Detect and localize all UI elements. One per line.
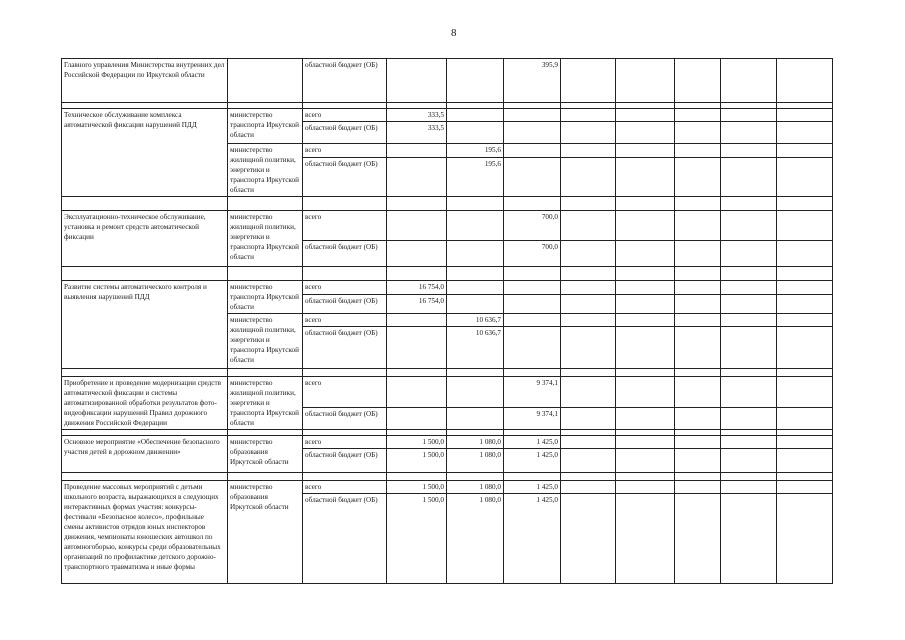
executor-cell: министерство жилищной политики, энергетики и транспорта Иркутской области [228,314,303,369]
empty-cell [561,109,616,122]
empty-cell [675,449,721,473]
empty-cell [303,369,387,377]
executor-cell: министерство жилищной политики, энергетики и транспорта Иркутской области [228,211,303,267]
empty-cell [777,109,833,122]
value-cell [387,158,447,197]
activity-name: Главного управления Министерства внутренних дел Российской Федерации по Иркутской области [62,59,228,103]
table-row [62,109,833,122]
empty-cell [561,144,616,158]
empty-cell [561,377,616,408]
value-cell: 333,5 [387,109,447,122]
executor-cell [228,59,303,103]
value-cell [504,281,561,295]
empty-cell [561,327,616,369]
value-cell: 9 374,1 [504,377,561,408]
table-row [62,377,833,408]
empty-cell [616,449,675,473]
activity-name: Приобретение и проведение модернизации средств автоматической фиксации и системы автоматизированной обработки результатов фото-видеофиксации нарушений Правил дорожного движения Российской Федерации [62,377,228,430]
empty-cell [616,473,675,481]
value-cell [447,241,504,267]
empty-cell [675,473,721,481]
value-cell: 1 080,0 [447,436,504,449]
value-cell [447,59,504,103]
table-row [62,481,833,494]
funding-source-cell: всего [303,211,387,241]
value-cell [447,377,504,408]
funding-source-cell: областной бюджет (ОБ) [303,59,387,103]
empty-cell [303,267,387,281]
empty-cell [777,407,833,429]
funding-source-cell: всего [303,314,387,327]
empty-cell [777,281,833,295]
page-number: 8 [451,27,457,39]
value-cell [387,314,447,327]
empty-cell [616,494,675,584]
empty-cell [777,494,833,584]
empty-cell [721,144,777,158]
value-cell [504,109,561,122]
empty-cell [561,158,616,197]
empty-cell [504,267,561,281]
table-row [62,59,833,103]
funding-source-cell: областной бюджет (ОБ) [303,294,387,313]
value-cell: 1 500,0 [387,481,447,494]
value-cell: 195,6 [447,144,504,158]
empty-cell [675,481,721,494]
empty-cell [616,377,675,408]
value-cell [387,241,447,267]
empty-cell [616,158,675,197]
empty-cell [675,144,721,158]
funding-source-cell: областной бюджет (ОБ) [303,241,387,267]
empty-cell [721,436,777,449]
empty-cell [616,59,675,103]
value-cell: 10 636,7 [447,314,504,327]
value-cell: 333,5 [387,122,447,144]
empty-cell [561,436,616,449]
empty-cell [721,211,777,241]
value-cell [504,294,561,313]
value-cell: 700,0 [504,211,561,241]
value-cell [447,211,504,241]
empty-cell [721,122,777,144]
funding-source-cell: областной бюджет (ОБ) [303,158,387,197]
value-cell: 10 636,7 [447,327,504,369]
empty-cell [447,267,504,281]
empty-cell [721,494,777,584]
empty-cell [228,267,303,281]
funding-source-cell: всего [303,144,387,158]
value-cell [504,314,561,327]
empty-cell [777,294,833,313]
value-cell: 1 425,0 [504,481,561,494]
empty-cell [777,197,833,211]
empty-cell [675,314,721,327]
empty-cell [777,158,833,197]
value-cell [387,377,447,408]
empty-cell [616,481,675,494]
empty-cell [387,197,447,211]
executor-cell: министерство образования Иркутской области [228,436,303,473]
value-cell [447,407,504,429]
empty-cell [675,59,721,103]
empty-cell [721,473,777,481]
empty-cell [62,267,228,281]
empty-cell [777,267,833,281]
value-cell [447,109,504,122]
funding-source-cell: всего [303,436,387,449]
funding-source-cell: областной бюджет (ОБ) [303,122,387,144]
budget-table [61,58,833,584]
empty-cell [675,281,721,295]
empty-cell [561,494,616,584]
spacer-row [62,369,833,377]
empty-cell [504,197,561,211]
empty-cell [561,197,616,211]
value-cell [504,158,561,197]
value-cell: 9 374,1 [504,407,561,429]
empty-cell [447,197,504,211]
value-cell: 1 500,0 [387,494,447,584]
funding-source-cell: областной бюджет (ОБ) [303,407,387,429]
empty-cell [62,197,228,211]
empty-cell [616,281,675,295]
value-cell [387,407,447,429]
empty-cell [721,314,777,327]
empty-cell [616,109,675,122]
empty-cell [675,109,721,122]
empty-cell [721,369,777,377]
empty-cell [675,436,721,449]
empty-cell [561,211,616,241]
empty-cell [561,314,616,327]
empty-cell [616,197,675,211]
value-cell [447,294,504,313]
value-cell: 1 080,0 [447,481,504,494]
funding-source-cell: областной бюджет (ОБ) [303,494,387,584]
activity-name: Основное мероприятие «Обеспечение безопасного участия детей в дорожном движении» [62,436,228,473]
value-cell [504,122,561,144]
empty-cell [228,197,303,211]
empty-cell [616,436,675,449]
empty-cell [616,144,675,158]
table-row [62,211,833,241]
empty-cell [675,241,721,267]
empty-cell [721,327,777,369]
funding-source-cell: областной бюджет (ОБ) [303,449,387,473]
empty-cell [228,473,303,481]
value-cell [447,281,504,295]
empty-cell [675,369,721,377]
empty-cell [675,211,721,241]
executor-cell: министерство жилищной политики, энергетики и транспорта Иркутской области [228,377,303,430]
funding-source-cell: всего [303,281,387,295]
empty-cell [721,281,777,295]
empty-cell [721,158,777,197]
empty-cell [561,407,616,429]
empty-cell [777,436,833,449]
empty-cell [387,473,447,481]
empty-cell [777,144,833,158]
empty-cell [616,327,675,369]
value-cell: 395,9 [504,59,561,103]
value-cell [387,144,447,158]
activity-name: Эксплуатационно-техническое обслуживание, установка и ремонт средств автоматической фиксации [62,211,228,267]
empty-cell [721,481,777,494]
value-cell [387,211,447,241]
value-cell [504,144,561,158]
empty-cell [721,294,777,313]
value-cell: 1 080,0 [447,449,504,473]
empty-cell [675,494,721,584]
empty-cell [561,481,616,494]
empty-cell [721,267,777,281]
empty-cell [303,197,387,211]
value-cell: 1 500,0 [387,436,447,449]
spacer-row [62,473,833,481]
empty-cell [303,473,387,481]
empty-cell [721,59,777,103]
value-cell [447,122,504,144]
empty-cell [675,122,721,144]
spacer-row [62,267,833,281]
empty-cell [387,267,447,281]
empty-cell [62,369,228,377]
empty-cell [561,294,616,313]
empty-cell [777,122,833,144]
empty-cell [777,369,833,377]
activity-name: Техническое обслуживание комплекса автоматической фиксации нарушений ПДД [62,109,228,197]
empty-cell [616,211,675,241]
empty-cell [777,481,833,494]
empty-cell [561,369,616,377]
empty-cell [447,473,504,481]
activity-name: Проведение массовых мероприятий с детьми школьного возраста, выражающихся в следующих интерактивных формах участия: конкурсы-фестивали «Безопасное колесо», профильные смены активистов отрядов юных инспекторов движения, чемпионаты юношеских автошкол по автомногоборью, конкурсы среди образовательных организаций по профилактике детского дорожно-транспортного травматизма и иные формы [62,481,228,584]
value-cell [387,59,447,103]
value-cell: 700,0 [504,241,561,267]
empty-cell [777,449,833,473]
executor-cell: министерство образования Иркутской области [228,481,303,584]
empty-cell [675,407,721,429]
empty-cell [616,314,675,327]
empty-cell [777,59,833,103]
value-cell: 16 754,0 [387,294,447,313]
empty-cell [561,449,616,473]
activity-name: Развитие системы автоматического контроля и выявления нарушений ПДД [62,281,228,369]
empty-cell [504,369,561,377]
spacer-row [62,197,833,211]
value-cell: 1 080,0 [447,494,504,584]
empty-cell [62,473,228,481]
empty-cell [777,327,833,369]
empty-cell [561,241,616,267]
funding-source-cell: всего [303,377,387,408]
empty-cell [616,241,675,267]
value-cell: 1 500,0 [387,449,447,473]
empty-cell [387,369,447,377]
empty-cell [721,407,777,429]
executor-cell: министерство жилищной политики, энергетики и транспорта Иркутской области [228,144,303,197]
empty-cell [616,369,675,377]
empty-cell [561,59,616,103]
empty-cell [616,407,675,429]
executor-cell: министерство транспорта Иркутской области [228,281,303,314]
empty-cell [616,122,675,144]
value-cell: 16 754,0 [387,281,447,295]
value-cell: 1 425,0 [504,449,561,473]
value-cell [504,327,561,369]
empty-cell [675,327,721,369]
funding-source-cell: всего [303,109,387,122]
empty-cell [675,377,721,408]
table-row [62,436,833,449]
empty-cell [675,197,721,211]
empty-cell [616,294,675,313]
executor-cell: министерство транспорта Иркутской области [228,109,303,144]
empty-cell [561,122,616,144]
empty-cell [561,267,616,281]
empty-cell [721,449,777,473]
empty-cell [228,369,303,377]
empty-cell [561,473,616,481]
empty-cell [721,197,777,211]
funding-source-cell: областной бюджет (ОБ) [303,327,387,369]
table-row [62,281,833,295]
empty-cell [721,241,777,267]
value-cell [387,327,447,369]
empty-cell [675,267,721,281]
empty-cell [777,241,833,267]
empty-cell [777,473,833,481]
empty-cell [675,294,721,313]
empty-cell [675,158,721,197]
value-cell: 195,6 [447,158,504,197]
value-cell: 1 425,0 [504,494,561,584]
empty-cell [721,377,777,408]
empty-cell [777,211,833,241]
empty-cell [561,281,616,295]
funding-source-cell: всего [303,481,387,494]
empty-cell [616,267,675,281]
empty-cell [721,109,777,122]
empty-cell [777,377,833,408]
empty-cell [777,314,833,327]
empty-cell [504,473,561,481]
value-cell: 1 425,0 [504,436,561,449]
empty-cell [447,369,504,377]
